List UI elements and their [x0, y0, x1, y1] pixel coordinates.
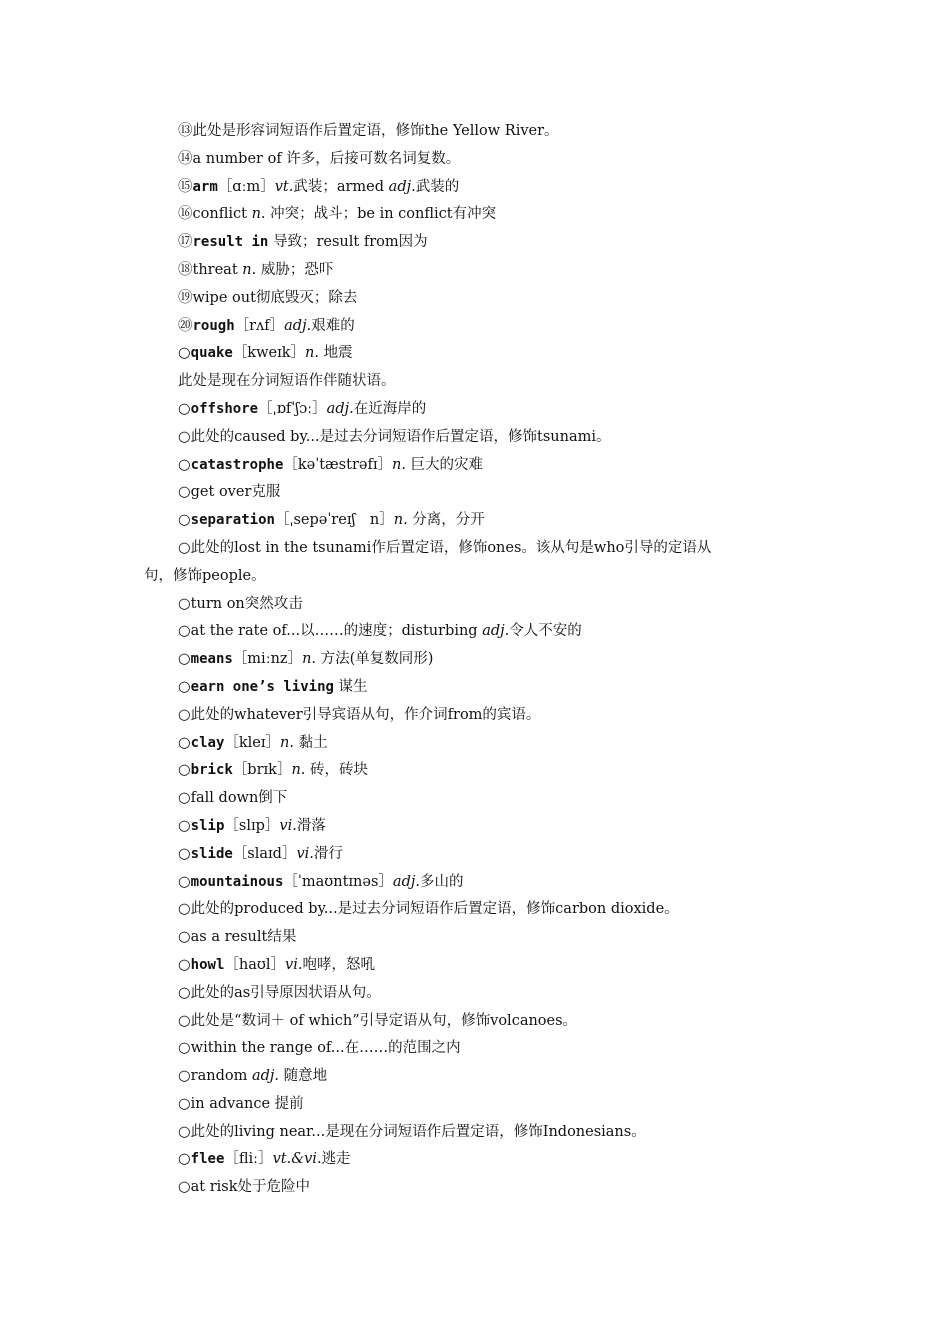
- note-text: ○: [178, 845, 191, 862]
- part-of-speech: vt.&vi.: [272, 1151, 322, 1168]
- note-line: [0, 396, 950, 424]
- headword: offshore: [190, 400, 259, 417]
- note-text: ○: [178, 762, 191, 779]
- note-text: ［slaɪd］: [232, 845, 297, 862]
- note-text: ○within the range of...在……的范围之内: [178, 1040, 461, 1057]
- note-text: ［ɑːm］: [217, 178, 275, 195]
- part-of-speech: vt.: [274, 178, 294, 195]
- note-text: ○此处的living near...是现在分词短语作后置定语，修饰Indonesians。: [178, 1123, 646, 1140]
- note-text: ○此处的as引导原因状语从句。: [178, 984, 381, 1001]
- headword: arm: [192, 178, 218, 195]
- note-text: ○: [178, 734, 191, 751]
- note-text: ○此处的caused by...是过去分词短语作后置定语，修饰tsunami。: [178, 428, 611, 445]
- note-text: ○此处的lost in the tsunami作后置定语，修饰ones。该从句是who引导的定语从: [178, 539, 712, 556]
- note-text: ［ˈmaʊntɪnəs］: [283, 873, 393, 890]
- note-text: ○: [178, 678, 191, 695]
- note-text: 分离，分开: [407, 512, 485, 529]
- note-line: [0, 785, 950, 813]
- note-line: [0, 813, 950, 841]
- part-of-speech: n.: [251, 206, 266, 223]
- note-line: [0, 618, 950, 646]
- headword: flee: [190, 1151, 225, 1168]
- note-line: [0, 313, 950, 341]
- part-of-speech: adj.: [251, 1068, 279, 1085]
- note-text: 武装的: [415, 178, 460, 195]
- note-line: [0, 257, 950, 285]
- note-text: ○: [178, 817, 191, 834]
- part-of-speech: adj.: [326, 400, 354, 417]
- note-text: ⑱threat: [178, 261, 243, 278]
- note-text: ［ˌsepəˈreɪʃ n］: [274, 512, 394, 529]
- part-of-speech: n.: [291, 762, 306, 779]
- note-line: [0, 118, 950, 146]
- part-of-speech: n.: [305, 345, 319, 362]
- note-text: ⑰: [178, 234, 193, 251]
- headword: clay: [190, 734, 225, 751]
- note-text: ○: [178, 512, 191, 529]
- note-text: 句，修饰people。: [144, 567, 266, 584]
- note-text: ○in advance 提前: [178, 1095, 304, 1112]
- note-text: ○此处的whatever引导宾语从句，作介词from的宾语。: [178, 706, 541, 723]
- note-line: [0, 591, 950, 619]
- headword: howl: [190, 956, 225, 973]
- note-line: [0, 146, 950, 174]
- part-of-speech: adj.: [388, 178, 416, 195]
- note-text: ［kleɪ］: [224, 734, 281, 751]
- note-line: [0, 507, 950, 535]
- note-line: [0, 674, 950, 702]
- note-text: ○: [178, 956, 191, 973]
- note-text: ○此处是“数词＋ of which”引导定语从句，修饰volcanoes。: [178, 1012, 578, 1029]
- headword: brick: [190, 762, 233, 779]
- note-line: [0, 285, 950, 313]
- note-text: 砖，砖块: [305, 762, 369, 779]
- note-text: ○random: [178, 1068, 252, 1085]
- note-line: [0, 869, 950, 897]
- headword: rough: [192, 317, 235, 334]
- part-of-speech: n.: [393, 512, 408, 529]
- note-text: ⑳: [178, 317, 193, 334]
- note-line: [0, 1119, 950, 1147]
- note-text: ⑮: [178, 178, 193, 195]
- note-text: ○: [178, 456, 191, 473]
- note-text: 威胁；恐吓: [256, 261, 334, 278]
- note-text: ⑯conflict: [178, 206, 252, 223]
- part-of-speech: vi.: [285, 956, 303, 973]
- headword: means: [190, 651, 233, 668]
- note-line: [0, 340, 950, 368]
- note-text: ○: [178, 873, 191, 890]
- note-line: [0, 980, 950, 1008]
- note-text: ［miːnz］: [232, 651, 303, 668]
- vocabulary-notes: [0, 118, 950, 1202]
- note-line: [0, 1063, 950, 1091]
- note-text: ○: [178, 651, 191, 668]
- note-line: [0, 1008, 950, 1036]
- part-of-speech: n.: [391, 456, 406, 473]
- note-text: 多山的: [419, 873, 464, 890]
- part-of-speech: adj.: [482, 623, 510, 640]
- headword: mountainous: [190, 873, 284, 890]
- note-line: [0, 201, 950, 229]
- note-line: [0, 896, 950, 924]
- note-line: [0, 646, 950, 674]
- headword: slide: [190, 845, 233, 862]
- part-of-speech: vi.: [279, 817, 297, 834]
- note-text: ○此处的produced by...是过去分词短语作后置定语，修饰carbon dioxide。: [178, 901, 679, 918]
- note-line: [0, 368, 950, 396]
- note-text: 滑落: [296, 817, 326, 834]
- note-text: ［fliː］: [224, 1151, 273, 1168]
- note-text: ○: [178, 345, 191, 362]
- note-text: 冲突；战斗；be in conflict有冲突: [265, 206, 497, 223]
- note-line: [0, 952, 950, 980]
- note-text: 逃走: [321, 1151, 351, 1168]
- note-text: 咆哮，怒吼: [302, 956, 375, 973]
- note-text: ［slɪp］: [224, 817, 280, 834]
- note-text: 滑行: [313, 845, 343, 862]
- note-text: ［kəˈtæstrəfɪ］: [283, 456, 392, 473]
- note-text: 导致；result from因为: [268, 234, 428, 251]
- note-line: [0, 757, 950, 785]
- note-line: [0, 424, 950, 452]
- part-of-speech: adj.: [392, 873, 420, 890]
- note-text: ○get over克服: [178, 484, 281, 501]
- note-line: [0, 535, 950, 563]
- note-line: [0, 730, 950, 758]
- note-text: 地震: [318, 345, 353, 362]
- headword: slip: [190, 817, 225, 834]
- note-text: ⑲wipe out彻底毁灭；除去: [178, 289, 358, 306]
- note-line: [0, 841, 950, 869]
- note-text: 在近海岸的: [353, 400, 427, 417]
- part-of-speech: n.: [242, 261, 257, 278]
- note-text: ○: [178, 400, 191, 417]
- note-line: [0, 1174, 950, 1202]
- note-text: ［rʌf］: [234, 317, 285, 334]
- note-text: ［haʊl］: [224, 956, 285, 973]
- part-of-speech: n.: [302, 651, 317, 668]
- headword: catastrophe: [190, 456, 284, 473]
- part-of-speech: adj.: [284, 317, 312, 334]
- note-text: ○at the rate of...以……的速度；disturbing: [178, 623, 483, 640]
- note-line: [0, 563, 950, 591]
- headword: earn one’s living: [190, 678, 334, 695]
- note-text: ⑭a number of 许多，后接可数名词复数。: [178, 150, 461, 167]
- note-text: 随意地: [278, 1068, 328, 1085]
- note-text: 方法(单复数同形): [316, 651, 434, 668]
- note-text: 武装；armed: [293, 178, 389, 195]
- note-line: [0, 229, 950, 257]
- note-line: [0, 1146, 950, 1174]
- headword: result in: [192, 234, 269, 251]
- note-text: ○as a result结果: [178, 929, 297, 946]
- headword: quake: [190, 345, 233, 362]
- note-text: 黏土: [293, 734, 328, 751]
- note-line: [0, 1091, 950, 1119]
- note-line: [0, 452, 950, 480]
- headword: separation: [190, 512, 275, 529]
- note-text: ○fall down倒下: [178, 790, 288, 807]
- note-text: 此处是现在分词短语作伴随状语。: [178, 373, 396, 390]
- note-text: ○turn on突然攻击: [178, 595, 303, 612]
- note-text: 谋生: [333, 678, 368, 695]
- note-text: ○at risk处于危险中: [178, 1179, 311, 1196]
- part-of-speech: vi.: [296, 845, 314, 862]
- note-text: ⑬此处是形容词短语作后置定语，修饰the Yellow River。: [178, 123, 559, 139]
- note-line: [0, 924, 950, 952]
- note-text: ［brɪk］: [232, 762, 292, 779]
- note-line: [0, 1035, 950, 1063]
- note-line: [0, 174, 950, 202]
- note-line: [0, 479, 950, 507]
- note-text: ［kweɪk］: [232, 345, 306, 362]
- note-text: 艰难的: [311, 317, 355, 334]
- note-text: 令人不安的: [509, 623, 582, 640]
- note-text: ○: [178, 1151, 191, 1168]
- note-text: 巨大的灾难: [405, 456, 484, 473]
- note-line: [0, 702, 950, 730]
- part-of-speech: n.: [280, 734, 294, 751]
- note-text: ［ˌɒfˈʃɔː］: [258, 400, 327, 417]
